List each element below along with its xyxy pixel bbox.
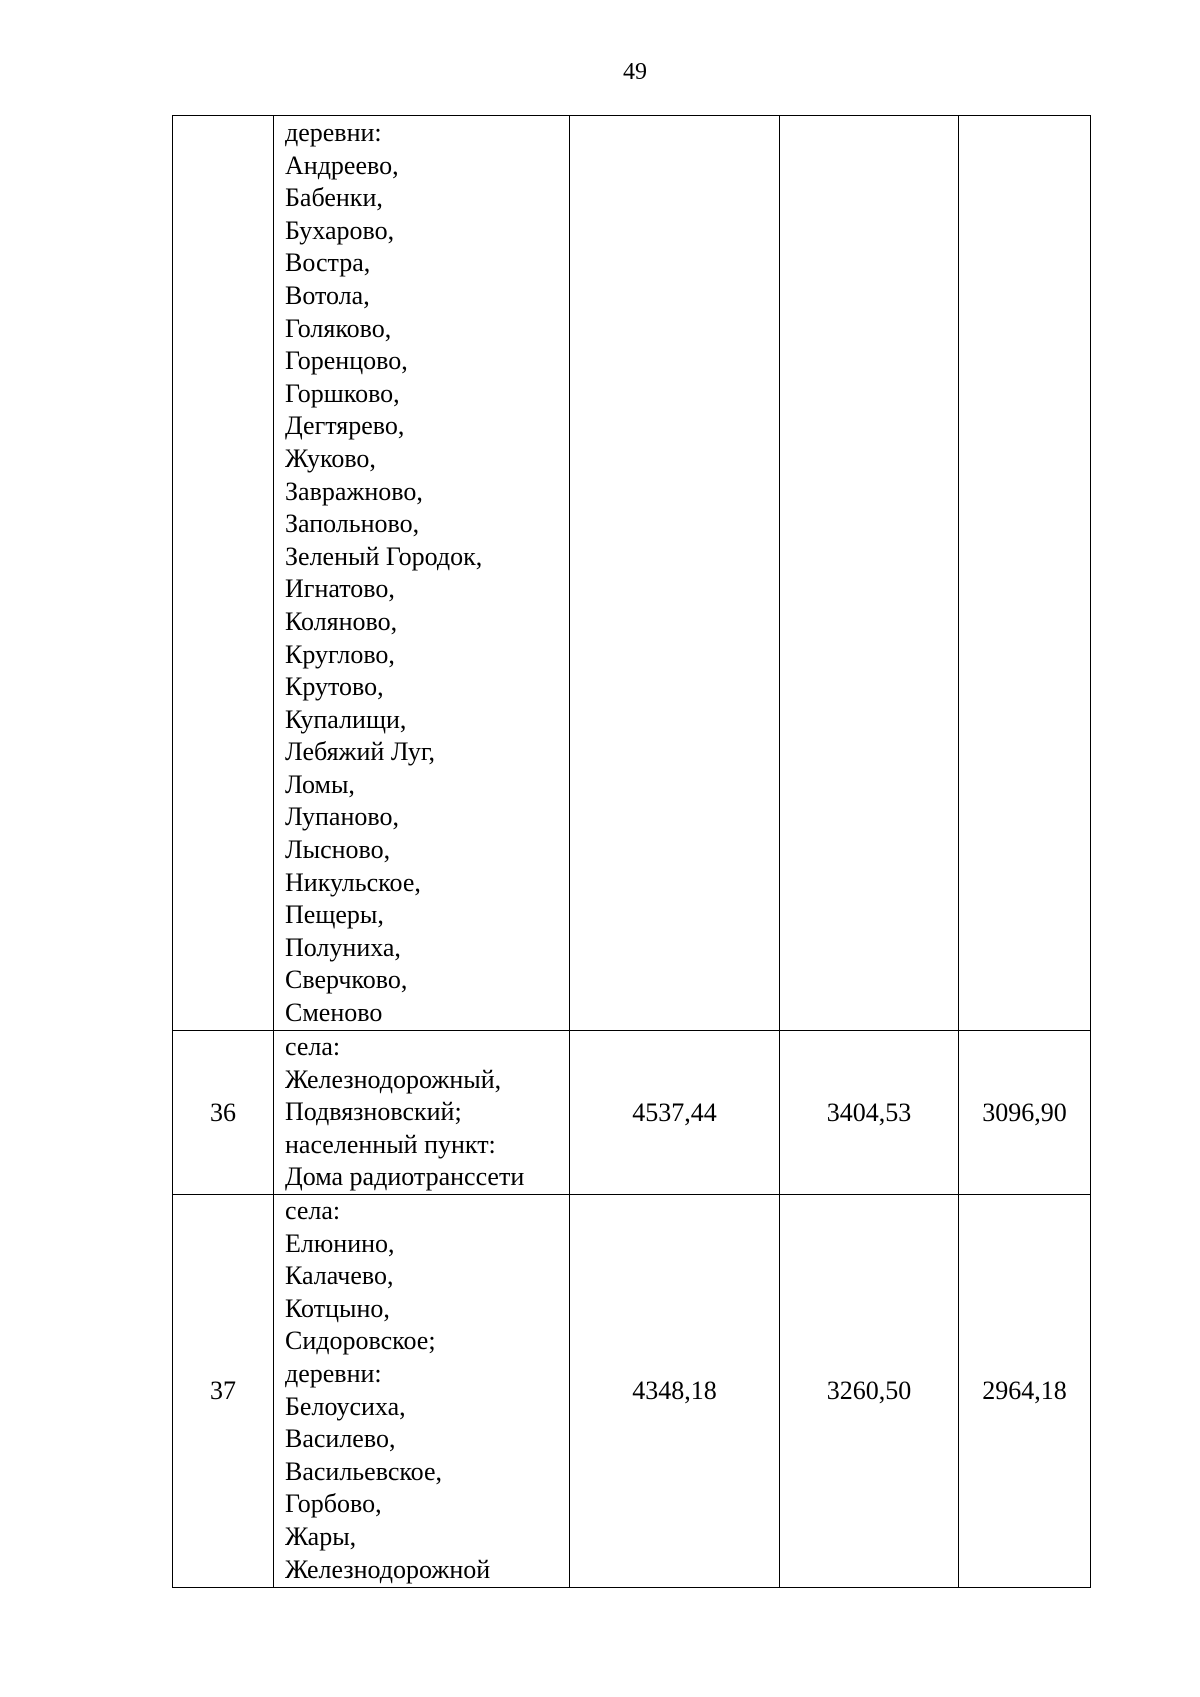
settlement-name: Подвязновский; [285,1097,462,1127]
settlement-name: Дегтярево, [285,411,405,441]
settlements-cell [274,116,570,1031]
settlement-name: села: [285,1032,341,1061]
value-cell-2: 3260,50 [780,1195,959,1588]
row-number-cell [173,116,274,1031]
value-cell-2 [780,116,959,1031]
settlement-name: Запольново, [285,509,420,539]
settlement-name: Калачево, [285,1261,394,1291]
settlement-name: деревни: [285,1358,382,1388]
settlement-name: Лупаново, [285,802,399,832]
settlement-name: деревни: [285,118,382,147]
settlement-name: Елюнино, [285,1228,395,1258]
row-number-cell: 36 [173,1031,274,1195]
settlement-name: села: [285,1196,341,1225]
value-cell-1: 4537,44 [570,1031,780,1195]
table-row [173,116,1091,1031]
settlement-name: Горбово, [285,1489,382,1519]
settlement-name: Котцыно, [285,1293,390,1323]
settlement-name: Железнодорожный, [285,1064,502,1094]
settlement-name: Игнатово, [285,574,395,604]
settlement-name: Зеленый Городок, [285,541,483,571]
table-row [173,1031,1091,1195]
settlement-name: Лысново, [285,835,391,865]
settlement-name: Завражново, [285,476,423,506]
settlement-name: Ломы, [285,769,355,799]
settlement-name: Жары, [285,1521,357,1551]
settlement-name: Бухарово, [285,215,395,245]
settlement-name: Жуково, [285,443,376,473]
settlement-name: Востра, [285,248,371,278]
settlement-name: Крутово, [285,672,384,702]
settlement-name: Андреево, [285,150,399,180]
row-number-cell: 37 [173,1195,274,1588]
settlements-table [172,115,1091,1588]
settlement-name: Дома радиотранссети [285,1162,525,1192]
settlement-name: Пещеры, [285,900,384,930]
settlement-name: Сверчково, [285,965,408,995]
settlement-name: Василево, [285,1424,396,1454]
value-cell-3: 2964,18 [959,1195,1091,1588]
value-cell-3: 3096,90 [959,1031,1091,1195]
value-cell-2: 3404,53 [780,1031,959,1195]
settlement-name: Никульское, [285,867,421,897]
settlement-name: Коляново, [285,606,398,636]
settlement-name: Полуниха, [285,932,401,962]
table-row [173,1195,1091,1588]
settlement-name: Горенцово, [285,346,408,376]
settlement-name: Лебяжий Луг, [285,737,436,767]
settlement-name: Горшково, [285,378,400,408]
settlement-name: Васильевское, [285,1456,443,1486]
settlement-name: Бабенки, [285,183,383,213]
settlement-name: Голяково, [285,313,392,343]
value-cell-3 [959,116,1091,1031]
settlement-name: Круглово, [285,639,395,669]
page-number: 49 [623,59,647,85]
settlement-name: Вотола, [285,280,370,310]
settlement-name: Сидоровское; [285,1326,436,1356]
settlement-name: Белоусиха, [285,1391,406,1421]
settlement-name: Купалищи, [285,704,407,734]
settlements-cell [274,1195,570,1588]
value-cell-1 [570,116,780,1031]
settlement-name: Сменово [285,998,383,1028]
value-cell-1: 4348,18 [570,1195,780,1588]
settlement-name: населенный пункт: [285,1129,496,1159]
settlement-name: Железнодорожной [285,1554,491,1584]
settlements-cell [274,1031,570,1195]
